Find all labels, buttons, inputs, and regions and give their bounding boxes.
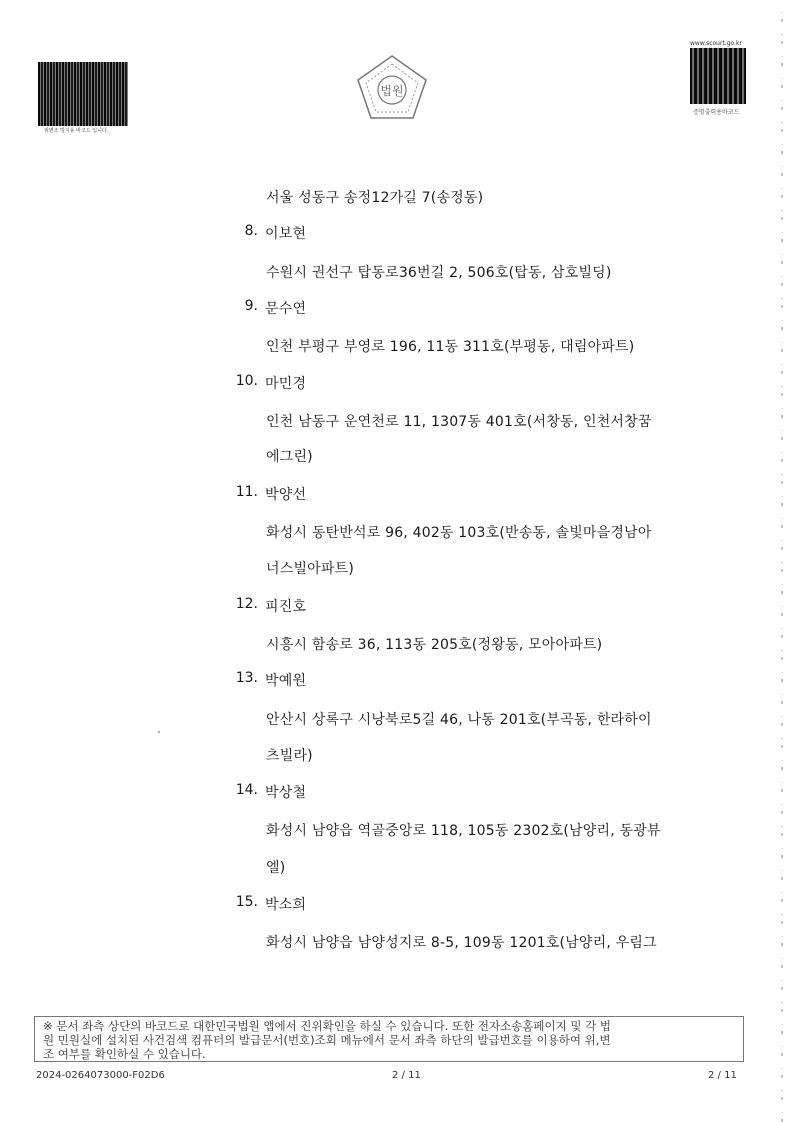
entry-name: 이보현 <box>265 226 307 242</box>
entry-address: 인천 남동구 운연천로 11, 1307동 401호(서창동, 인천서창꿈 <box>266 414 652 430</box>
notice-line: ※ 문서 좌측 상단의 바코드로 대한민국법원 앱에서 진위확인을 하실 수 있습니다. 또한 전자소송홈페이지 및 각 법 <box>43 1019 612 1033</box>
entry-address: 인천 부평구 부영로 196, 11동 311호(부평동, 대림아파트) <box>266 339 635 355</box>
barcode-caption: 위변조 방지용 바코드 입니다. <box>44 128 109 134</box>
court-url: www.scourt.go.kr <box>690 40 742 47</box>
notice-line: 원 민원실에 설치된 사건검색 컴퓨터의 발급문서(번호)조회 메뉴에서 문서 좌측 하단의 발급번호를 이용하여 위,변 <box>43 1033 611 1047</box>
qr-caption: 증명출력용바코드 <box>693 109 740 116</box>
entry-number: 15. <box>235 894 258 910</box>
entry-name: 마민경 <box>265 376 307 392</box>
entry-number: 14. <box>235 782 258 798</box>
entry-number: 8. <box>244 223 258 239</box>
entry-number: 9. <box>244 298 258 314</box>
qr-code <box>690 48 746 104</box>
entry-address: 츠빌라) <box>266 748 313 764</box>
entry-number: 12. <box>235 596 258 612</box>
entry-number: 13. <box>235 670 258 686</box>
entry-name: 박양선 <box>265 487 307 503</box>
verification-notice <box>34 1016 744 1062</box>
entry-name: 문수연 <box>265 301 307 317</box>
verification-barcode <box>38 62 128 126</box>
entry-address: 수원시 권선구 탑동로36번길 2, 506호(탑동, 삼호빌딩) <box>266 265 612 281</box>
entry-address: 엘) <box>266 860 286 876</box>
entry-name: 박예원 <box>265 673 307 689</box>
court-seal-icon <box>355 54 429 122</box>
continuation-address: 서울 성동구 송정12가길 7(송정동) <box>266 190 484 206</box>
entry-number: 11. <box>235 484 258 500</box>
entry-address: 시흥시 함송로 36, 113동 205호(정왕동, 모아아파트) <box>266 637 603 653</box>
issue-number: 2024-0264073000-F02D6 <box>36 1070 165 1081</box>
page-indicator-right: 2 / 11 <box>708 1070 737 1081</box>
entry-name: 피진호 <box>265 599 307 615</box>
scan-edge <box>781 0 783 1122</box>
entry-address: 화성시 남양읍 남양성지로 8-5, 109동 1201호(남양리, 우림그 <box>266 935 657 951</box>
entry-number: 10. <box>235 373 258 389</box>
entry-address: 화성시 동탄반석로 96, 402동 103호(반송동, 솔빛마을경남아 <box>266 525 652 541</box>
entry-name: 박소희 <box>265 897 307 913</box>
seal-text: 법원 <box>380 84 404 98</box>
entry-name: 박상철 <box>265 785 307 801</box>
entry-address: 에그린) <box>266 449 313 465</box>
notice-line: 조 여부를 확인하실 수 있습니다. <box>43 1047 206 1061</box>
entry-address: 너스빌아파트) <box>266 561 355 577</box>
entry-address: 화성시 남양읍 역골중앙로 118, 105동 2302호(남양리, 동광뷰 <box>266 823 661 839</box>
scan-speck <box>158 731 160 733</box>
page-indicator-center: 2 / 11 <box>392 1070 421 1081</box>
entry-address: 안산시 상록구 시낭북로5길 46, 나동 201호(부곡동, 한라하이 <box>266 712 652 728</box>
